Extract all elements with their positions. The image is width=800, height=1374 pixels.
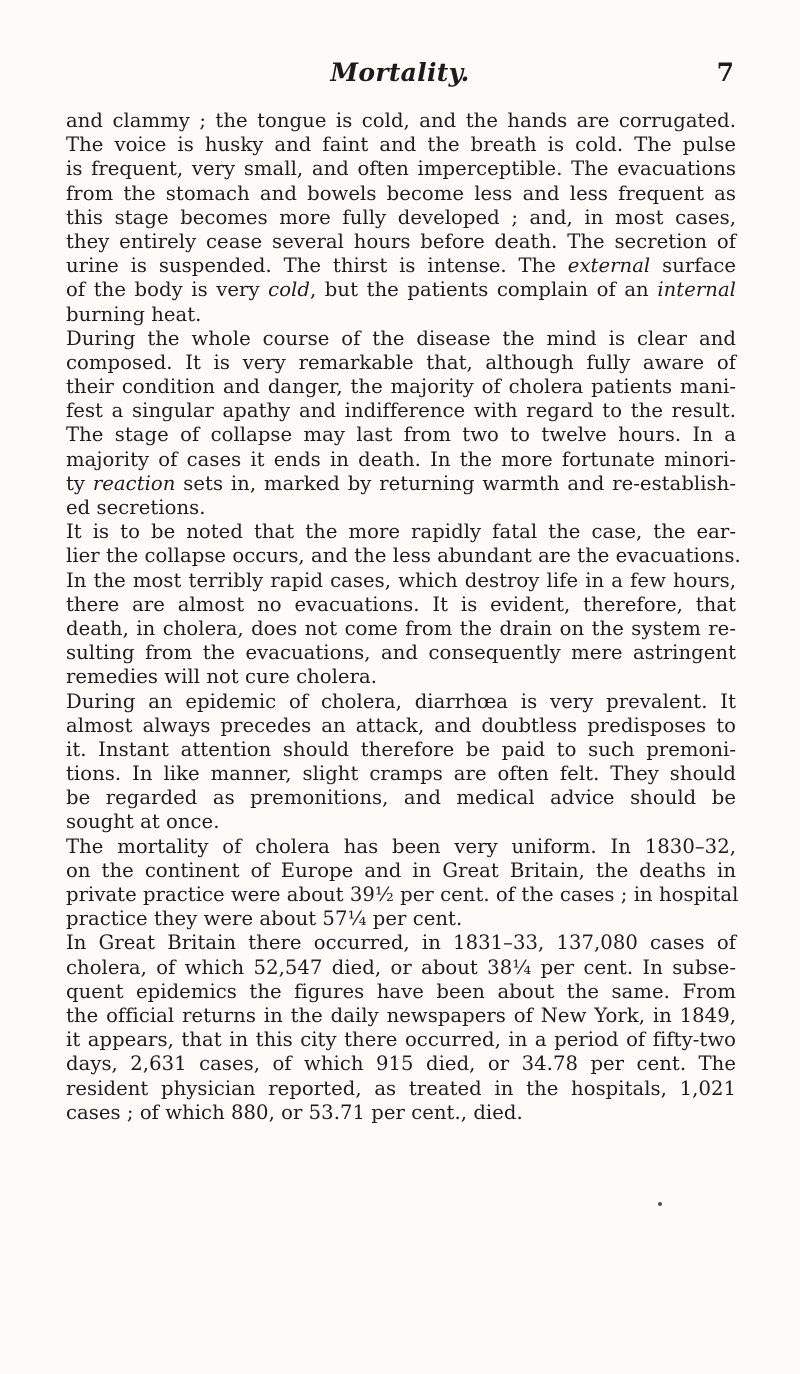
running-title: Mortality. [330, 58, 470, 87]
text-line: In Great Britain there occurred, in 1831–33, 137,080 cases of [66, 931, 736, 955]
text-line: cases ; of which 880, or 53.71 per cent., died. [66, 1100, 523, 1124]
text-line: fest a singular apathy and indifference with regard to the result. [66, 399, 736, 423]
text-line: In the most terribly rapid cases, which destroy life in a few hours, [66, 568, 736, 592]
text-line: urine is suspended. The thirst is intense. The external surface [66, 254, 736, 278]
text-line: sought at once. [66, 810, 220, 834]
text-line: they entirely cease several hours before death. The secretion of [66, 229, 736, 253]
text-line: It is to be noted that the more rapidly fatal the case, the ear- [66, 520, 736, 544]
text-line: and clammy ; the tongue is cold, and the hands are corrugated. [66, 109, 736, 132]
text-line: this stage becomes more fully developed ; and, in most cases, [66, 205, 736, 229]
text-line: tions. In like manner, slight cramps are often felt. They should [66, 762, 736, 786]
text-line: death, in cholera, does not come from the drain on the system re- [66, 616, 736, 640]
text-line: The stage of collapse may last from two to twelve hours. In a [66, 423, 736, 447]
text-line: sulting from the evacuations, and consequently mere astringent [66, 641, 736, 665]
text-line: practice they were about 57¼ per cent. [66, 907, 463, 931]
text-line: private practice were about 39½ per cent. of the cases ; in hospital [66, 883, 739, 906]
text-line: During the whole course of the disease the mind is clear and [66, 326, 736, 350]
text-line: ty reaction sets in, marked by returning warmth and re-establish- [66, 471, 737, 495]
text-line: be regarded as premonitions, and medical advice should be [66, 786, 736, 810]
text-line: resident physician reported, as treated in the hospitals, 1,021 [66, 1076, 736, 1100]
text-line: days, 2,631 cases, of which 915 died, or 34.78 per cent. The [66, 1052, 736, 1076]
text-line: the official returns in the daily newspapers of New York, in 1849, [66, 1003, 736, 1027]
body-text [66, 109, 741, 1125]
text-line: their condition and danger, the majority of cholera patients mani- [66, 375, 736, 399]
page-header [0, 58, 800, 98]
text-line: ed secretions. [66, 496, 206, 519]
text-line: majority of cases it ends in death. In the more fortunate minori- [66, 447, 736, 471]
text-line: is frequent, very small, and often imperceptible. The evacuations [66, 157, 736, 181]
text-line: composed. It is very remarkable that, although fully aware of [66, 350, 736, 374]
text-line: on the continent of Europe and in Great Britain, the deaths in [66, 858, 736, 882]
page-number: 7 [716, 58, 734, 87]
text-line: The mortality of cholera has been very uniform. In 1830–32, [66, 834, 736, 858]
text-line: The voice is husky and faint and the breath is cold. The pulse [66, 133, 736, 157]
text-line: burning heat. [66, 302, 202, 326]
text-line: from the stomach and bowels become less and less frequent as [66, 181, 736, 205]
text-line: almost always precedes an attack, and doubtless predisposes to [66, 713, 736, 737]
text-line: cholera, of which 52,547 died, or about 38¼ per cent. In subse- [66, 955, 736, 979]
text-line: During an epidemic of cholera, diarrhœa is very prevalent. It [66, 689, 736, 713]
ink-speck [658, 1202, 662, 1206]
text-line: it. Instant attention should therefore be paid to such premoni- [66, 737, 736, 761]
text-line: there are almost no evacuations. It is evident, therefore, that [66, 592, 736, 616]
text-line: lier the collapse occurs, and the less abundant are the evacuations. [66, 544, 741, 568]
text-line: of the body is very cold, but the patients complain of an internal [66, 278, 737, 302]
text-line: remedies will not cure cholera. [66, 665, 378, 689]
text-line: it appears, that in this city there occurred, in a period of fifty-two [66, 1028, 736, 1052]
text-line: quent epidemics the figures have been about the same. From [66, 979, 736, 1003]
